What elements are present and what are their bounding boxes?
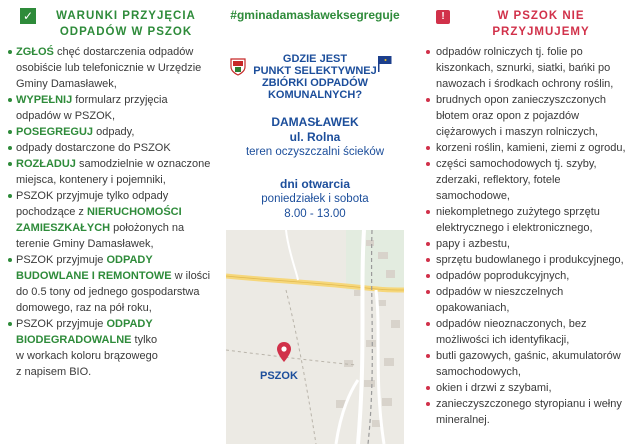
- opening-hours: dni otwarcia poniedziałek i sobota 8.00 - 13.00: [261, 177, 369, 220]
- list-item: odpadów poprodukcyjnych,: [426, 268, 630, 284]
- list-item: WYPEŁNIJ formularz przyjęcia odpadów w PSZOK,: [8, 92, 214, 124]
- list-item: sprzętu budowlanego i produkcyjnego,: [426, 252, 630, 268]
- list-item: zanieczyszczonego styropianu i wełny mineralnej.: [426, 396, 630, 428]
- list-item: odpadów w nieszczelnych opakowaniach,: [426, 284, 630, 316]
- location-column: [218, 0, 412, 444]
- list-item: odpady dostarczone do PSZOK: [8, 140, 214, 156]
- list-item: papy i azbestu,: [426, 236, 630, 252]
- location-question: GDZIE JEST PUNKT SELEKTYWNEJ ZBIÓRKI ODPADÓW KOMUNALNYCH?: [253, 53, 377, 101]
- list-item: odpadów nieoznaczonych, bez możliwości ich identyfikacji,: [426, 316, 630, 348]
- conditions-title: WARUNKI PRZYJĘCIA ODPADÓW W PSZOK: [56, 10, 196, 38]
- conditions-column: [0, 0, 216, 444]
- map-label: PSZOK: [260, 370, 298, 382]
- hashtag: #gminadamasławeksegreguje: [230, 8, 400, 22]
- list-item: PSZOK przyjmuje ODPADY BUDOWLANE I REMONTOWE w ilości do 0.5 tony od jednego gospodarstwa domowego, raz na pół roku,: [8, 252, 214, 316]
- list-item: butli gazowych, gaśnic, akumulatorów samochodowych,: [426, 348, 630, 380]
- location-pin-icon: [277, 342, 291, 362]
- not-accepted-column: [416, 0, 630, 444]
- list-item: POSEGREGUJ odpady,: [8, 124, 214, 140]
- list-item: PSZOK przyjmuje tylko odpady pochodzące z NIERUCHOMOŚCI ZAMIESZKAŁYCH położonych na terenie Gminy Damasławek,: [8, 188, 214, 252]
- list-item: części samochodowych tj. szyby, zderzaki, reflektory, fotele samochodowe,: [426, 156, 630, 204]
- exclamation-icon: !: [436, 10, 450, 24]
- list-item: PSZOK przyjmuje ODPADY BIODEGRADOWALNE tylko w workach koloru brązowego z napisem BIO.: [8, 316, 214, 380]
- location-map: [226, 230, 404, 444]
- conditions-header: [0, 0, 216, 44]
- list-item: niekompletnego zużytego sprzętu elektrycznego i elektronicznego,: [426, 204, 630, 236]
- list-item: ZGŁOŚ chęć dostarczenia odpadów osobiście lub telefonicznie w Urzędzie Gminy Damasławek,: [8, 44, 214, 92]
- list-item: okien i drzwi z szybami,: [426, 380, 630, 396]
- map-graphic: [226, 230, 404, 444]
- address-block: DAMASŁAWEK ul. Rolna teren oczyszczalni ścieków: [245, 115, 385, 158]
- conditions-list: [8, 44, 214, 380]
- checkmark-icon: ✓: [20, 8, 36, 24]
- not-accepted-list: [426, 44, 630, 428]
- list-item: korzeni roślin, kamieni, ziemi z ogrodu,: [426, 140, 630, 156]
- list-item: odpadów rolniczych tj. folie po kiszonkach, sznurki, siatki, bańki po nawozach i środkach ochrony roślin,: [426, 44, 630, 92]
- list-item: brudnych opon zanieczyszczonych błotem oraz opon z pojazdów ciężarowych i maszyn rolniczych,: [426, 92, 630, 140]
- list-item: ROZŁADUJ samodzielnie w oznaczone miejsca, kontenery i pojemniki,: [8, 156, 214, 188]
- not-accepted-title: W PSZOK NIE PRZYJMUJEMY: [492, 10, 590, 38]
